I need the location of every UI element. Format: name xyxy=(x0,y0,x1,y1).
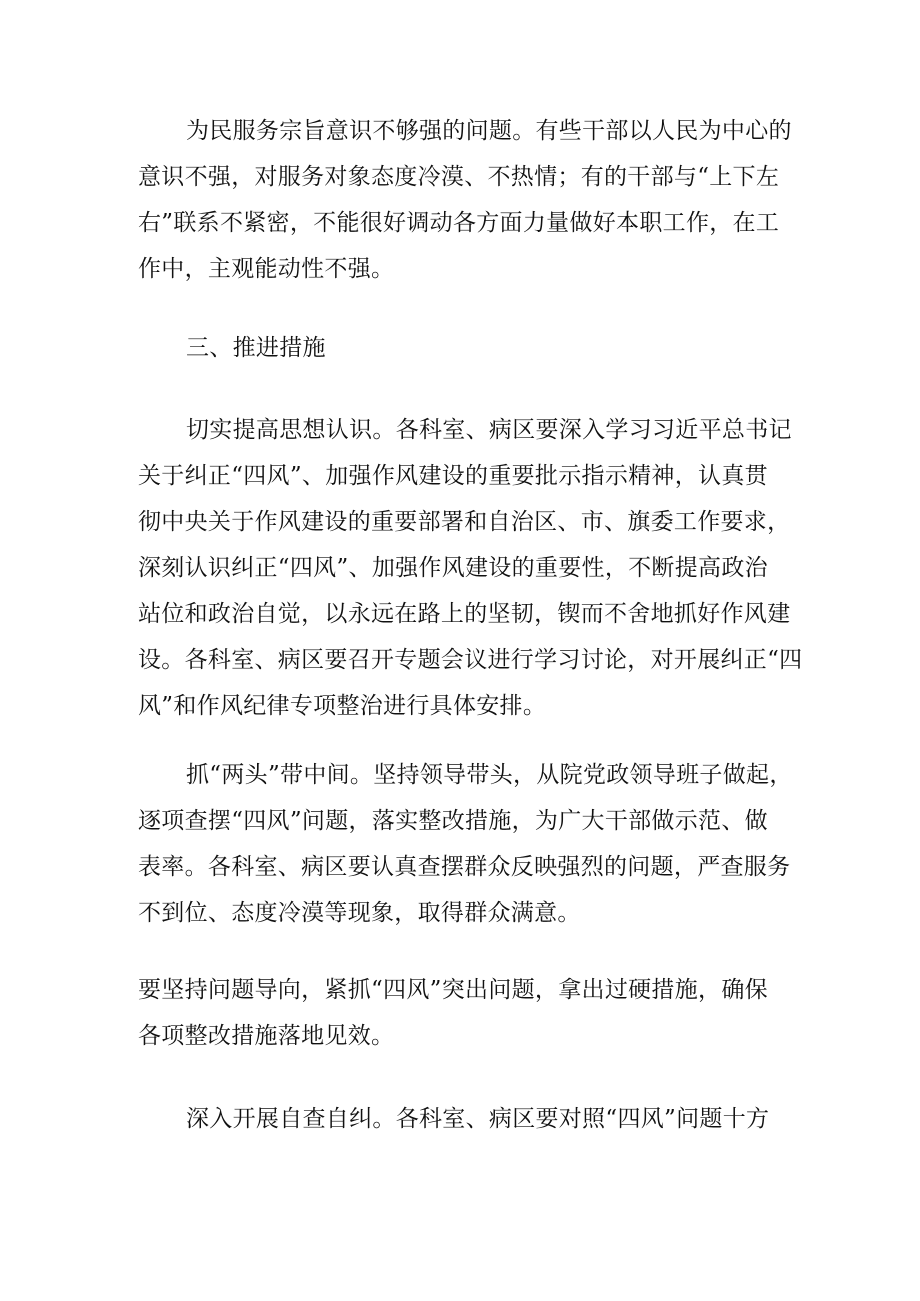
text-line: 逐项查摆“四风”问题，落实整改措施，为广大干部做示范、做 xyxy=(138,808,768,834)
heading-text: 三、推进措施 xyxy=(186,335,326,361)
text-line: 不到位、态度冷漠等现象，取得群众满意。 xyxy=(138,900,581,926)
paragraph-lead-by-example xyxy=(138,752,793,936)
text-line: 切实提高思想认识。各科室、病区要深入学习习近平总书记 xyxy=(186,417,792,443)
paragraph-raise-awareness xyxy=(138,407,803,729)
text-line: 表率。各科室、病区要认真查摆群众反映强烈的问题，严查服务 xyxy=(138,854,791,880)
text-line: 站位和政治自觉，以永远在路上的坚韧，锲而不舍地抓好作风建 xyxy=(138,601,791,627)
text-line: 各项整改措施落地见效。 xyxy=(138,1023,395,1049)
paragraph-service-awareness xyxy=(138,108,792,292)
text-line: 作中，主观能动性不强。 xyxy=(138,256,395,282)
text-line: 风”和作风纪律专项整治进行具体安排。 xyxy=(138,693,547,719)
text-line: 右”联系不紧密，不能很好调动各方面力量做好本职工作，在工 xyxy=(138,210,780,236)
text-line: 为民服务宗旨意识不够强的问题。有些干部以人民为中心的 xyxy=(186,118,792,144)
text-line: 关于纠正“四风”、加强作风建设的重要批示指示精神，认真贯 xyxy=(138,463,768,489)
paragraph-self-inspection xyxy=(138,1096,788,1142)
text-line: 抓“两头”带中间。坚持领导带头，从院党政领导班子做起， xyxy=(186,762,793,788)
section-heading xyxy=(138,325,788,371)
text-line: 要坚持问题导向，紧抓“四风”突出问题，拿出过硬措施，确保 xyxy=(138,977,768,1003)
text-line: 深入开展自查自纠。各科室、病区要对照“四风”问题十方 xyxy=(186,1106,770,1132)
text-line: 设。各科室、病区要召开专题会议进行学习讨论，对开展纠正“四 xyxy=(138,647,803,673)
text-line: 彻中央关于作风建设的重要部署和自治区、市、旗委工作要求， xyxy=(138,509,791,535)
text-line: 深刻认识纠正“四风”、加强作风建设的重要性，不断提高政治 xyxy=(138,555,768,581)
text-line: 意识不强，对服务对象态度冷漠、不热情；有的干部与“上下左 xyxy=(138,164,780,190)
paragraph-problem-oriented xyxy=(138,967,788,1059)
